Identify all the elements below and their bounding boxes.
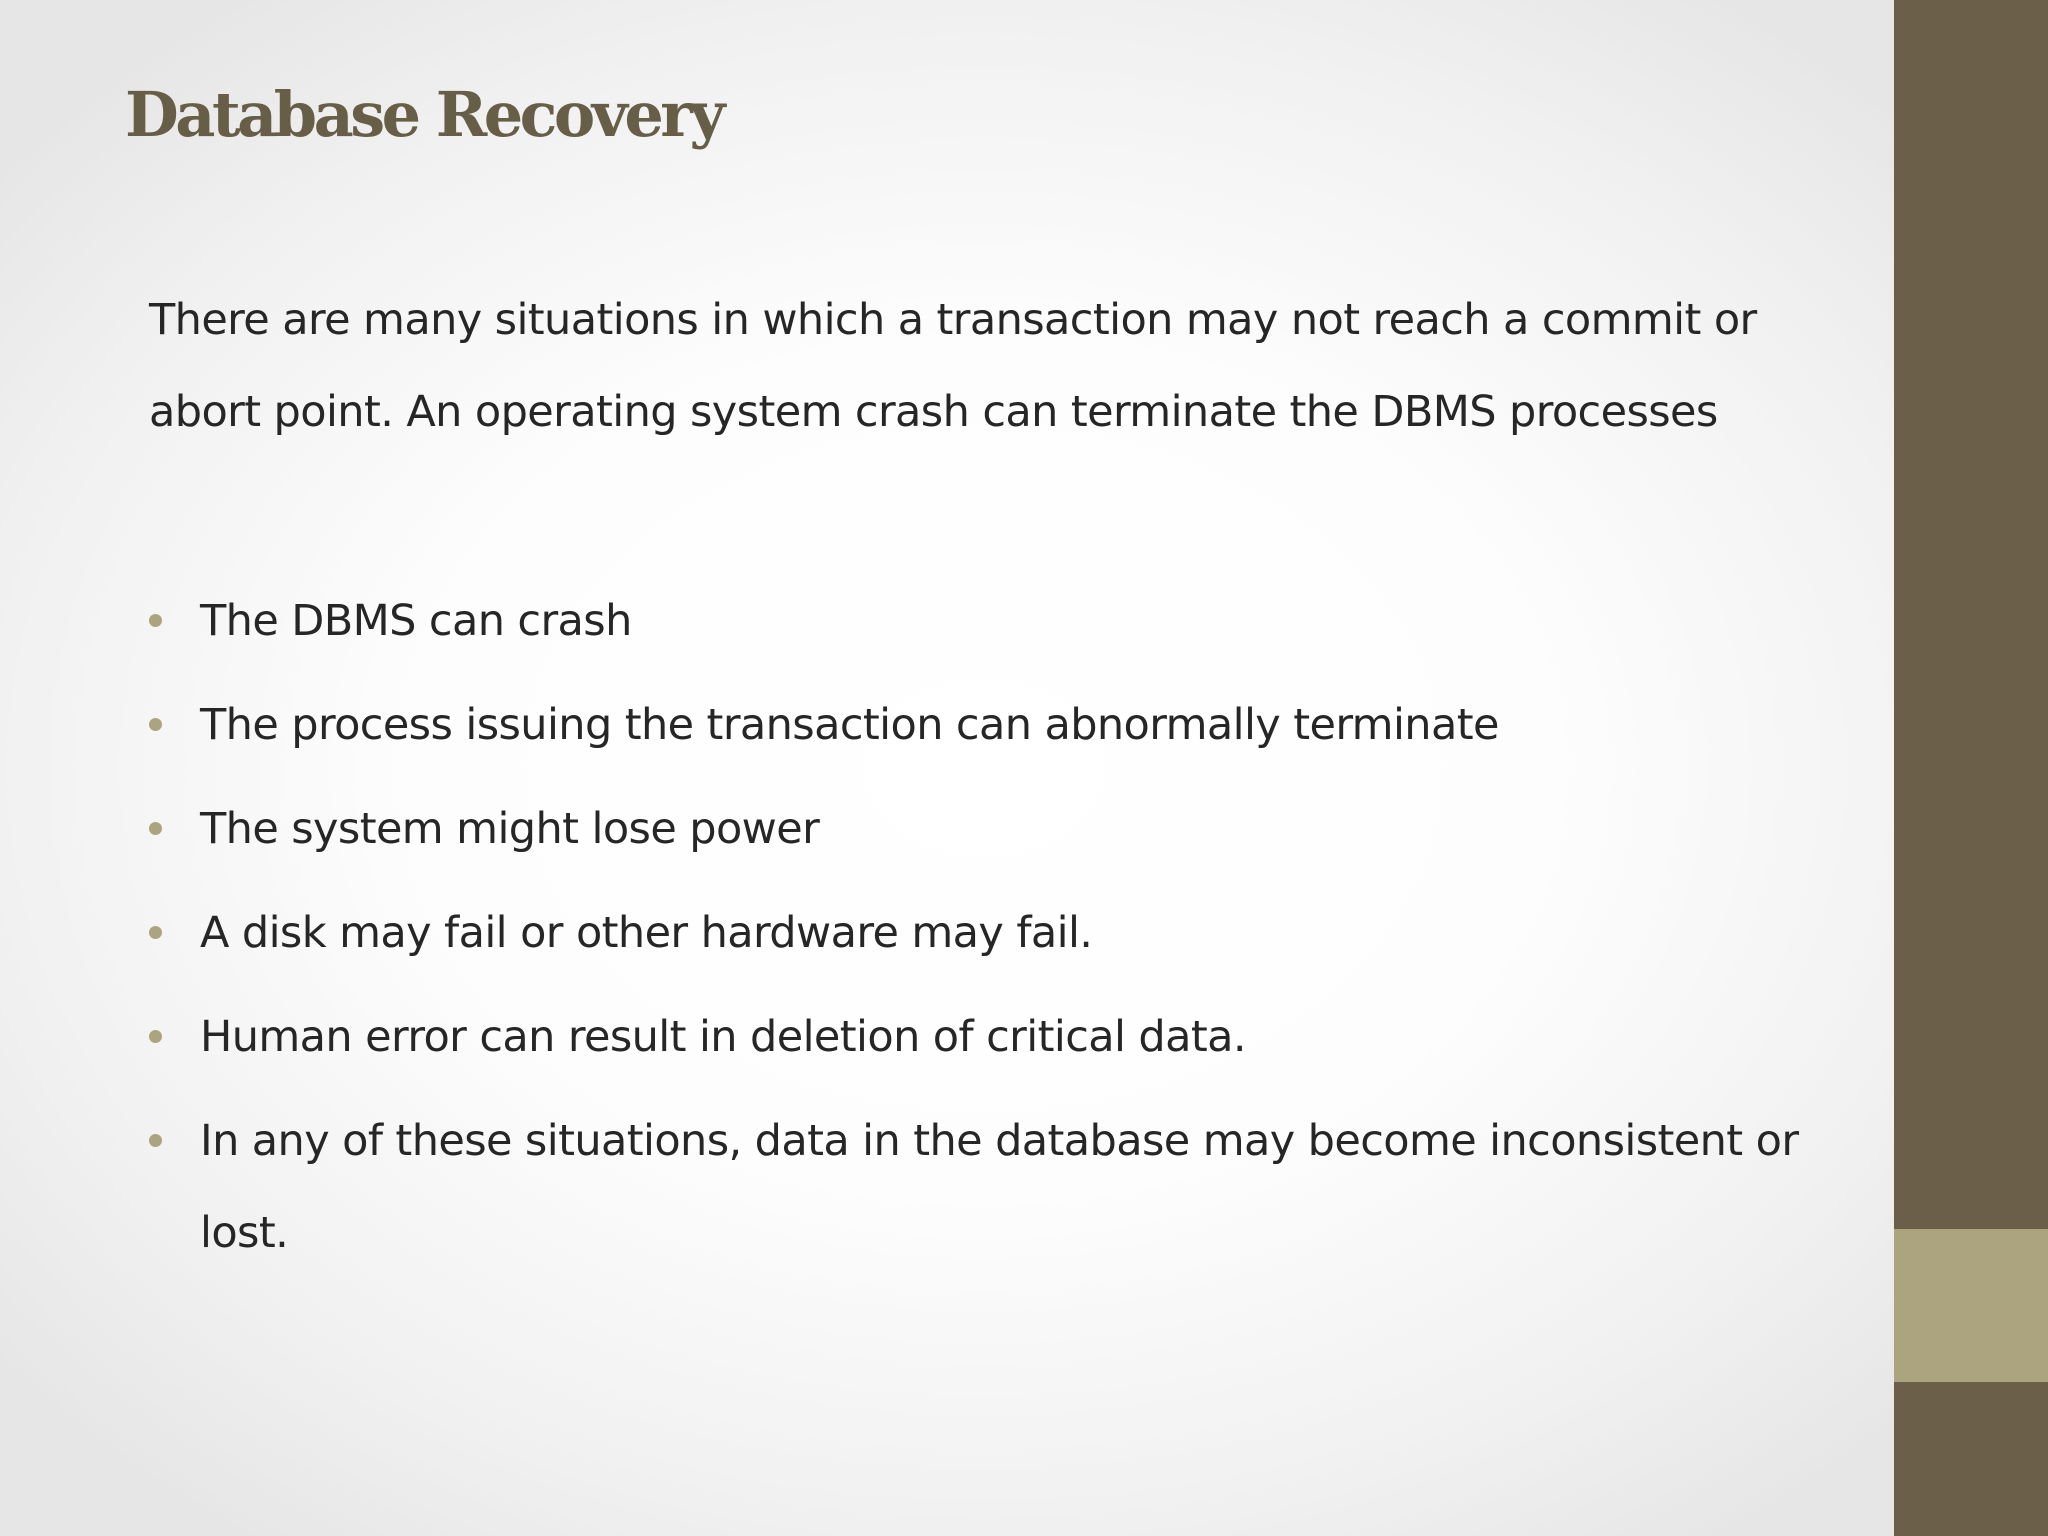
bullet-text: In any of these situations, data in the database may become inconsistent or lost. (200, 1116, 1799, 1258)
slide-title: Database Recovery (125, 78, 722, 151)
decorative-sidebar (1894, 0, 2048, 1536)
intro-paragraph: There are many situations in which a transaction may not reach a commit or abort point. An operating system crash can terminate the DBMS processes (149, 295, 1757, 437)
bullet-item (149, 575, 1799, 667)
bullet-dot-icon (149, 614, 162, 627)
bullet-item (149, 679, 1799, 771)
bullet-dot-icon (149, 822, 162, 835)
bullet-dot-icon (149, 1030, 162, 1043)
bullet-dot-icon (149, 718, 162, 731)
bullet-text: Human error can result in deletion of critical data. (200, 1012, 1246, 1062)
bullet-item (149, 783, 1799, 875)
bullet-item (149, 887, 1799, 979)
bullet-dot-icon (149, 926, 162, 939)
bullet-text: The DBMS can crash (200, 596, 632, 646)
bullet-dot-icon (149, 1134, 162, 1147)
sidebar-accent-block (1894, 1229, 2048, 1382)
bullet-list (149, 575, 1799, 1291)
bullet-item (149, 1095, 1799, 1279)
bullet-item (149, 991, 1799, 1083)
bullet-text: A disk may fail or other hardware may fail. (200, 908, 1093, 958)
bullet-text: The process issuing the transaction can abnormally terminate (200, 700, 1499, 750)
bullet-text: The system might lose power (200, 804, 820, 854)
